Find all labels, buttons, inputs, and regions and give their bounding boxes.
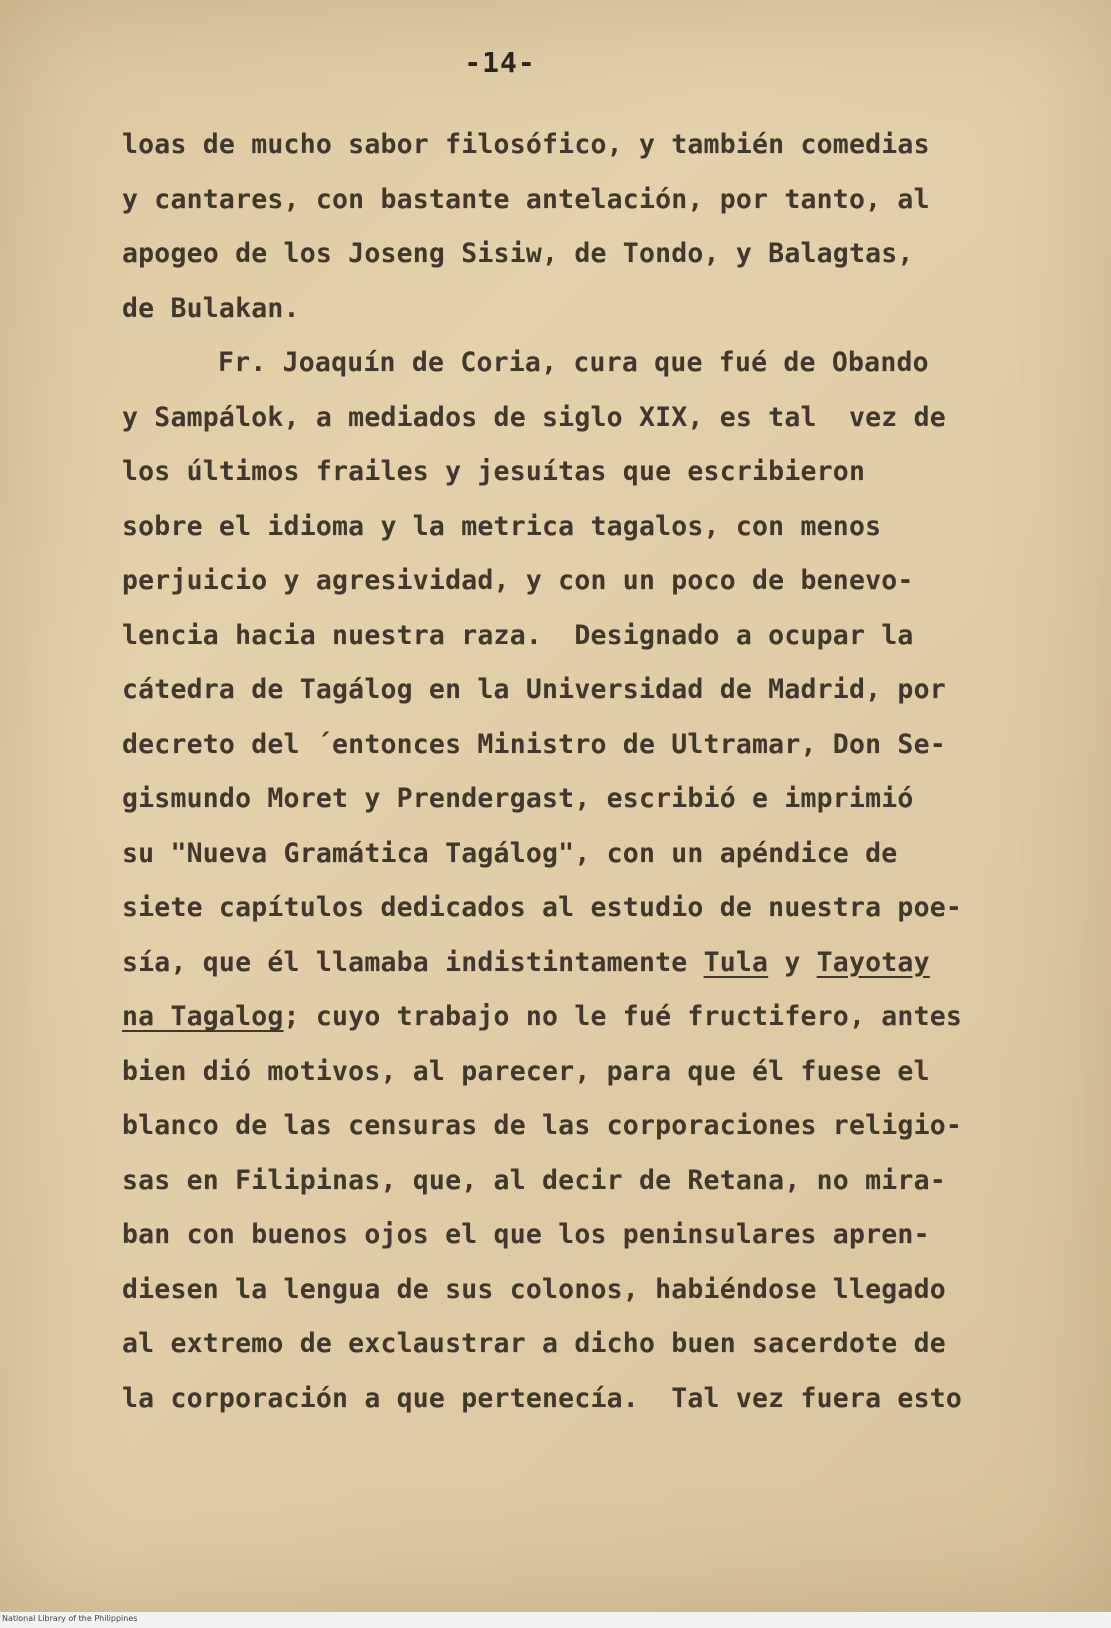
underlined-term-tayotay: Tayotay <box>816 946 930 978</box>
text-line: decreto del ´entonces Ministro de Ultramar, Don Se- <box>122 728 946 760</box>
text-line: siete capítulos dedicados al estudio de nuestra poe- <box>122 892 963 923</box>
text-line: sas en Filipinas, que, al decir de Retana, no mira- <box>122 1164 946 1196</box>
text-segment: ; cuyo trabajo no le fué fructifero, antes <box>283 1001 963 1032</box>
text-line: loas de mucho sabor filosófico, y también comedias <box>122 129 930 160</box>
text-line <box>122 990 982 1045</box>
text-line: bien dió motivos, al parecer, para que él fuese el <box>122 1055 930 1087</box>
text-line: y Sampálok, a mediados de siglo XIX, es tal vez de <box>122 401 946 433</box>
paragraph-start-line: Fr. Joaquín de Coria, cura que fué de Obando <box>218 347 929 378</box>
text-line: perjuicio y agresividad, y con un poco de benevo- <box>122 565 914 596</box>
underlined-term-tula: Tula <box>703 946 769 978</box>
text-line: diesen la lengua de sus colonos, habiéndose llegado <box>122 1273 946 1305</box>
text-line: blanco de las censuras de las corporaciones religio- <box>122 1110 963 1141</box>
text-line: sobre el idioma y la metrica tagalos, con menos <box>122 510 882 542</box>
text-line <box>122 936 982 991</box>
text-segment: sía, que él llamaba indistintamente <box>122 946 704 978</box>
text-line: su "Nueva Gramática Tagálog", con un apéndice de <box>122 837 898 869</box>
text-line: apogeo de los Joseng Sisiw, de Tondo, y Balagtas, <box>122 238 914 269</box>
library-footer-credit: National Library of the Philippines <box>2 1614 138 1623</box>
page-number: -14- <box>464 46 536 79</box>
text-line: al extremo de exclaustrar a dicho buen sacerdote de <box>122 1328 946 1359</box>
underlined-term-na-tagalog: na Tagalog <box>122 1001 284 1032</box>
text-line: los últimos frailes y jesuítas que escribieron <box>122 456 866 487</box>
text-line: la corporación a que pertenecía. Tal vez fuera esto <box>122 1382 963 1414</box>
text-line: ban con buenos ojos el que los peninsulares apren- <box>122 1219 930 1250</box>
body-text <box>122 118 982 1426</box>
text-line: y cantares, con bastante antelación, por tanto, al <box>122 183 930 215</box>
text-line: lencia hacia nuestra raza. Designado a ocupar la <box>122 619 914 651</box>
text-line: de Bulakan. <box>122 292 300 324</box>
text-line: gismundo Moret y Prendergast, escribió e imprimió <box>122 783 914 814</box>
text-line: cátedra de Tagálog en la Universidad de Madrid, por <box>122 674 946 705</box>
text-segment: y <box>768 946 817 978</box>
